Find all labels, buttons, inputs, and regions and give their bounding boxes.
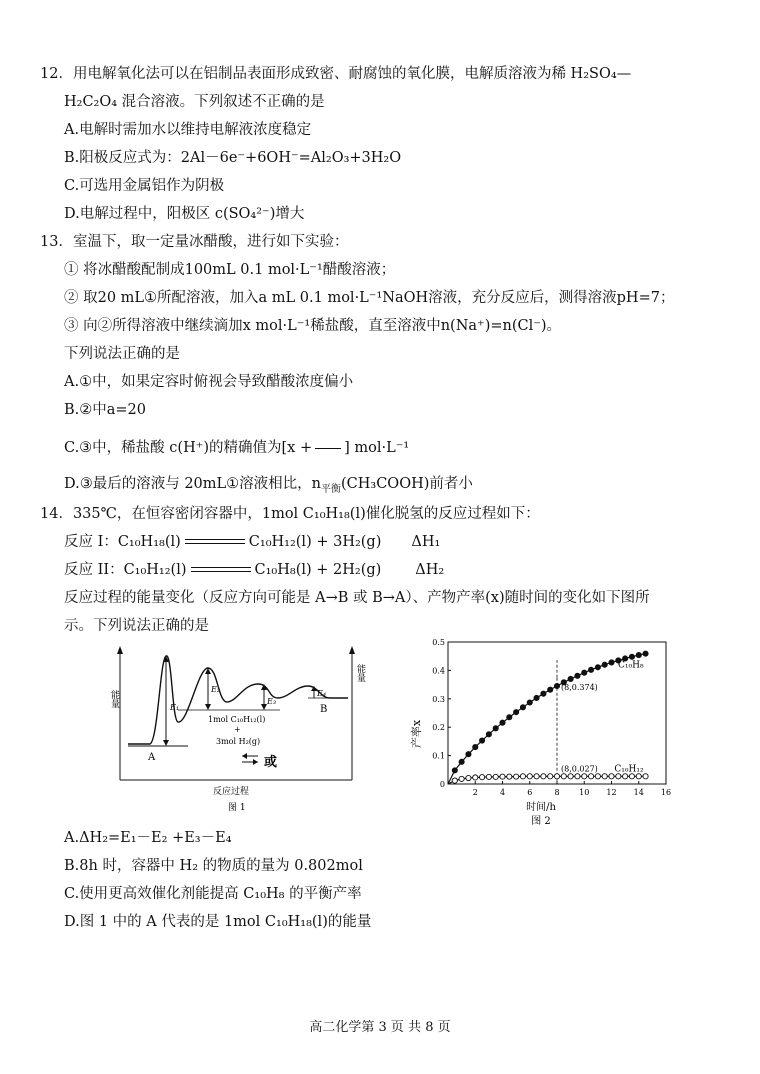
equilibrium-arrow-icon (191, 565, 251, 575)
data-point (500, 720, 505, 725)
fig1-xlabel: 反应过程 (213, 787, 250, 797)
data-point (486, 732, 491, 737)
data-point (473, 744, 478, 749)
data-point (582, 670, 587, 675)
q13-option-a: A.①中，如果定容时俯视会导致醋酸浓度偏小 (64, 374, 354, 390)
data-point (459, 776, 464, 781)
data-point (548, 774, 553, 779)
data-point (609, 774, 614, 779)
data-point (466, 752, 471, 757)
x-tick-label: 10 (579, 788, 590, 797)
data-point (568, 774, 573, 779)
data-point (514, 710, 519, 715)
q13-option-c-text: C.③中，稀盐酸 c(H⁺)的精确值为[x + (64, 440, 313, 456)
q13-stem: 13．室温下，取一定量冰醋酸，进行如下实验： (40, 234, 349, 250)
y-tick-label: 0.4 (432, 666, 445, 676)
yield-chart (408, 634, 678, 834)
q14-stem-4: 示。下列说法正确的是 (64, 618, 209, 634)
data-point (575, 673, 580, 678)
label-e4: E₄ (317, 689, 327, 698)
x-tick-label: 8 (554, 788, 560, 797)
q14-option-b: B.8h 时，容器中 H₂ 的物质的量为 0.802mol (64, 858, 363, 874)
q13-option-d-sub: 平衡 (321, 483, 341, 495)
data-point (636, 774, 641, 779)
q13-option-b: B.②中a=20 (64, 402, 147, 418)
q13-option-d-tail: (CH₃COOH)前者小 (341, 476, 473, 492)
q14-stem: 14．335℃，在恒容密闭容器中，1mol C₁₀H₁₈(l)催化脱氢的反应过程如下： (40, 506, 540, 522)
label-e2: E₂ (211, 685, 221, 694)
q13-option-d (64, 474, 473, 494)
data-point (520, 774, 525, 779)
data-point (500, 774, 505, 779)
data-point (629, 654, 634, 659)
label-or: 或 (264, 755, 278, 770)
data-point (493, 774, 498, 779)
y-tick-label: 0.2 (432, 723, 445, 733)
chart-caption: 图 2 (531, 816, 551, 827)
chart-ylabel: 产率x (410, 719, 423, 749)
q12-option-d: D.电解过程中，阳极区 c(SO₄²⁻)增大 (64, 206, 305, 222)
q13-option-c (64, 438, 409, 458)
q13-option-c-unit: ] mol·L⁻¹ (344, 440, 410, 456)
data-point (486, 774, 491, 779)
q12-option-c: C.可选用金属铝作为阴极 (64, 178, 225, 194)
data-point (643, 651, 648, 656)
data-point (548, 687, 553, 692)
q14-option-d: D.图 1 中的 A 代表的是 1mol C₁₀H₁₈(l)的能量 (64, 914, 372, 930)
data-point (629, 774, 634, 779)
data-point (534, 774, 539, 779)
x-tick-label: 12 (606, 788, 617, 797)
data-point (554, 774, 559, 779)
q12-option-b: B.阳极反应式为：2Al－6e⁻+6OH⁻=Al₂O₃+3H₂O (64, 150, 402, 166)
data-point (636, 652, 641, 657)
mid-state-1: 1mol C₁₀H₁₂(l) (208, 715, 266, 724)
x-tick-label: 14 (633, 788, 644, 797)
reaction-1-right: C₁₀H₁₂(l) + 3H₂(g) (248, 534, 382, 550)
label-a: A (148, 752, 156, 763)
data-point (595, 665, 600, 670)
energy-diagram (108, 640, 378, 820)
q13-step-2: ② 取20 mL①所配溶液，加入a mL 0.1 mol·L⁻¹NaOH溶液，充分反应后，测得溶液pH=7； (64, 290, 675, 306)
data-point (479, 738, 484, 743)
q14-option-c: C.使用更高效催化剂能提高 C₁₀H₈ 的平衡产率 (64, 886, 362, 902)
q12-stem: 12．用电解氧化法可以在铝制品表面形成致密、耐腐蚀的氧化膜，电解质溶液为稀 H₂SO₄— (40, 66, 632, 82)
label-b: B (320, 704, 328, 715)
x-tick-label: 6 (527, 788, 533, 797)
data-point (554, 683, 559, 688)
data-point (466, 775, 471, 780)
data-point (623, 774, 628, 779)
q14-reaction-2 (64, 560, 444, 580)
q14-option-a: A.ΔH₂=E₁－E₂ +E₃－E₄ (64, 830, 232, 846)
point-annotation: (8,0.027) (561, 764, 598, 774)
y-tick-label: 0.5 (432, 638, 445, 647)
data-point (602, 774, 607, 779)
data-point (588, 667, 593, 672)
data-point (452, 768, 457, 773)
data-point (602, 662, 607, 667)
label-e3: E₃ (267, 697, 277, 706)
data-point (507, 774, 512, 779)
q13-step-3: ③ 向②所得溶液中继续滴加x mol·L⁻¹稀盐酸，直至溶液中n(Na⁺)=n(Cl⁻)。 (64, 318, 562, 334)
data-point (520, 705, 525, 710)
page-footer: 高二化学第 3 页 共 8 页 (309, 1020, 451, 1035)
data-point (541, 691, 546, 696)
fig1-ylabel-left: 能量 (109, 690, 119, 708)
x-tick-label: 4 (499, 788, 506, 797)
data-point (514, 774, 519, 779)
reaction-2-right: C₁₀H₈(l) + 2H₂(g) (254, 562, 382, 578)
y-tick-label: 0 (439, 780, 445, 789)
fraction-bar (315, 448, 341, 449)
data-point (541, 774, 546, 779)
fig1-ylabel-right: 能量 (355, 664, 365, 682)
data-point (534, 695, 539, 700)
x-tick-label: 16 (660, 788, 672, 797)
reaction-1-dh: ΔH₁ (411, 534, 441, 550)
data-point (561, 774, 566, 779)
data-point (588, 774, 593, 779)
data-point (459, 759, 464, 764)
mid-state-2: + (234, 725, 241, 734)
mid-state-3: 3mol H₂(g) (216, 737, 261, 746)
data-point (479, 775, 484, 780)
chart-xlabel: 时间/h (526, 802, 556, 813)
data-point (493, 726, 498, 731)
reaction-1-left: 反应 I：C₁₀H₁₈(l) (64, 534, 181, 550)
q12-option-a: A.电解时需加水以维持电解液浓度稳定 (64, 122, 312, 138)
point-annotation: (8,0.374) (561, 682, 598, 692)
y-tick-label: 0.1 (432, 751, 445, 761)
data-point (507, 715, 512, 720)
series-label: C₁₀H₈ (618, 660, 644, 671)
data-point (452, 778, 457, 783)
x-tick-label: 2 (472, 788, 478, 797)
q12-stem-2: H₂C₂O₄ 混合溶液。下列叙述不正确的是 (64, 94, 325, 110)
data-point (575, 774, 580, 779)
data-point (473, 775, 478, 780)
reaction-2-dh: ΔH₂ (415, 562, 445, 578)
data-point (568, 676, 573, 681)
q13-option-d-text: D.③最后的溶液与 20mL①溶液相比，n (64, 476, 321, 492)
data-point (595, 774, 600, 779)
q14-stem-3: 反应过程的能量变化（反应方向可能是 A→B 或 B→A）、产物产率(x)随时间的变化如下图所 (64, 590, 650, 606)
label-e1: E₁ (170, 703, 180, 712)
data-point (643, 774, 648, 779)
fig1-caption: 图 1 (228, 803, 246, 813)
data-point (609, 660, 614, 665)
data-point (527, 774, 532, 779)
data-point (527, 700, 532, 705)
q14-reaction-1 (64, 532, 440, 552)
reaction-2-left: 反应 II：C₁₀H₁₂(l) (64, 562, 187, 578)
y-tick-label: 0.3 (432, 694, 445, 704)
data-point (616, 774, 621, 779)
q13-ask: 下列说法正确的是 (64, 346, 180, 362)
data-point (582, 774, 587, 779)
q13-step-1: ① 将冰醋酸配制成100mL 0.1 mol·L⁻¹醋酸溶液； (64, 262, 396, 278)
series-label: C₁₀H₁₂ (614, 764, 644, 775)
equilibrium-arrow-icon (185, 537, 245, 547)
